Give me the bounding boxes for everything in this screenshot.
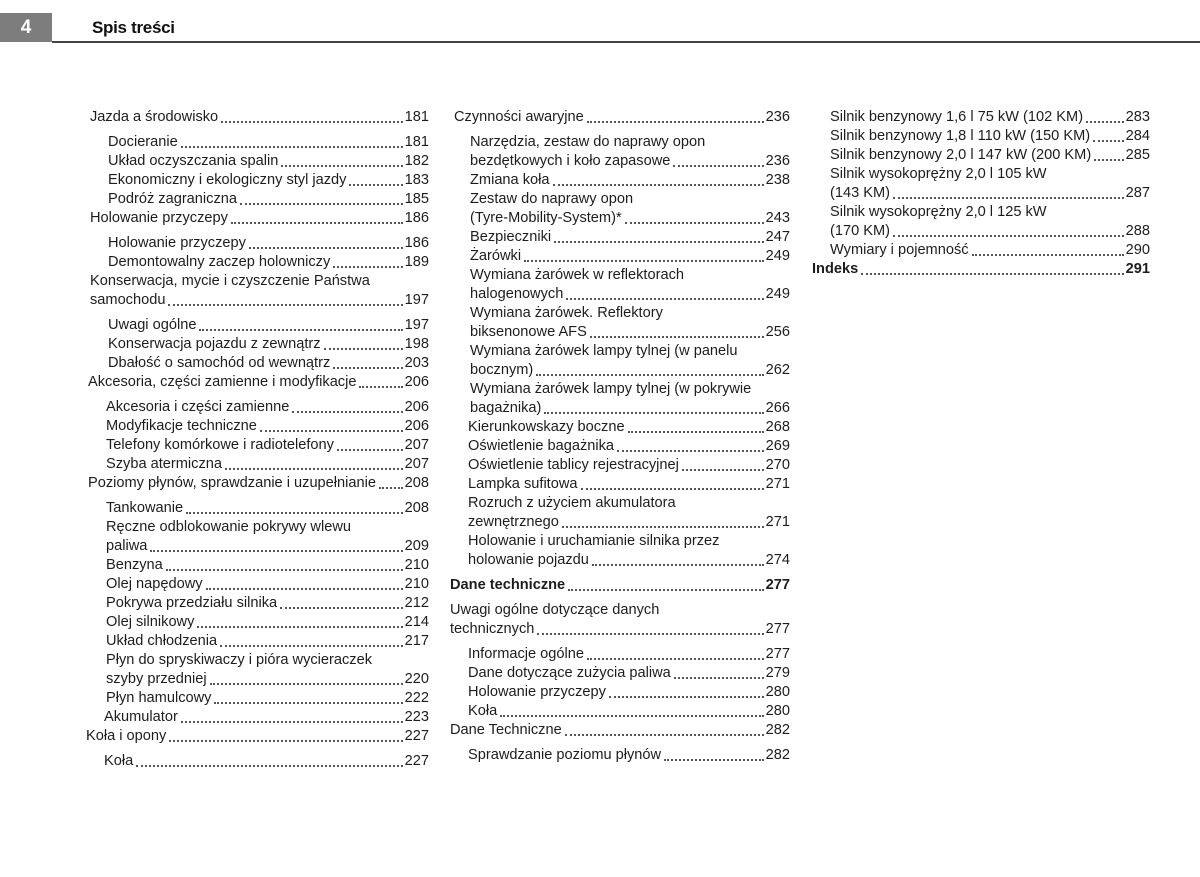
toc-entry[interactable] [86, 594, 429, 613]
toc-entry-label: Kierunkowskazy boczne [468, 419, 625, 435]
toc-entry-label: Sprawdzanie poziomu płynów [468, 747, 662, 763]
toc-entry-label: Olej silnikowy [106, 614, 195, 630]
toc-entry-page: 236 [765, 153, 790, 169]
dot-leader [581, 488, 764, 490]
toc-entry-label: biksenonowe AFS [470, 324, 587, 340]
toc-entry[interactable] [810, 260, 1150, 279]
toc-entry-label: Jazda a środowisko [90, 109, 219, 125]
dot-leader [333, 266, 402, 268]
dot-leader [197, 626, 402, 628]
toc-entry[interactable] [448, 746, 790, 765]
toc-entry[interactable] [86, 417, 429, 436]
toc-entry-page: 207 [404, 456, 429, 472]
dot-leader [568, 589, 763, 591]
toc-entry-page: 290 [1125, 242, 1150, 258]
toc-entry-page: 208 [404, 500, 429, 516]
dot-leader [136, 765, 402, 767]
toc-entry-label: Konserwacja pojazdu z zewnątrz [108, 336, 321, 352]
dot-leader [682, 469, 764, 471]
toc-entry-label: Benzyna [106, 557, 163, 573]
toc-entry[interactable] [448, 304, 790, 342]
toc-entry[interactable] [448, 532, 790, 570]
toc-entry[interactable] [86, 354, 429, 373]
toc-entry-label-line: Holowanie i uruchamianie silnika przez [468, 533, 720, 549]
toc-entry[interactable] [448, 171, 790, 190]
toc-entry-label-line: Wymiana żarówek lampy tylnej (w panelu [470, 343, 738, 359]
toc-entry-label: Akumulator [104, 709, 178, 725]
dot-leader [292, 411, 402, 413]
toc-entry-label: Bezpieczniki [470, 229, 552, 245]
toc-entry-page: 270 [765, 457, 790, 473]
toc-entry-label: Szyba atermiczna [106, 456, 222, 472]
toc-entry-page: 182 [404, 153, 429, 169]
toc-entry-page: 189 [404, 254, 429, 270]
dot-leader [150, 550, 402, 552]
toc-entry[interactable] [810, 127, 1150, 146]
toc-entry[interactable] [810, 108, 1150, 127]
toc-entry[interactable] [810, 241, 1150, 260]
toc-entry[interactable] [448, 475, 790, 494]
toc-entry-label: Lampka sufitowa [468, 476, 578, 492]
toc-entry[interactable] [86, 190, 429, 209]
toc-entry-page: 227 [404, 753, 429, 769]
toc-entry[interactable] [86, 689, 429, 708]
dot-leader [524, 260, 764, 262]
toc-entry[interactable] [448, 645, 790, 664]
toc-entry-page: 271 [765, 514, 790, 530]
toc-entry-page: 212 [404, 595, 429, 611]
toc-entry-page: 268 [765, 419, 790, 435]
toc-entry-label: szyby przedniej [106, 671, 207, 687]
toc-entry-page: 209 [404, 538, 429, 554]
toc-entry-label: Dane Techniczne [450, 722, 562, 738]
toc-entry[interactable] [86, 272, 429, 310]
toc-entry-label-line: Silnik wysokoprężny 2,0 l 125 kW [830, 204, 1047, 220]
toc-entry[interactable] [86, 518, 429, 556]
toc-entry-label: halogenowych [470, 286, 564, 302]
toc-entry-label: (143 KM) [830, 185, 891, 201]
dot-leader [333, 367, 402, 369]
toc-entry[interactable] [86, 474, 429, 493]
toc-entry[interactable] [448, 247, 790, 266]
page-number: 4 [0, 13, 52, 42]
toc-entry-label-line: Ręczne odblokowanie pokrywy wlewu [106, 519, 351, 535]
toc-column-2 [448, 108, 790, 765]
toc-entry-label-line: Wymiana żarówek. Reflektory [470, 305, 663, 321]
toc-entry[interactable] [448, 108, 790, 127]
toc-entry-label: (170 KM) [830, 223, 891, 239]
toc-entry[interactable] [448, 190, 790, 228]
toc-entry-page: 284 [1125, 128, 1150, 144]
toc-entry-page: 223 [404, 709, 429, 725]
toc-entry[interactable] [448, 418, 790, 437]
toc-entry-label: Koła [468, 703, 498, 719]
toc-entry-label-line: Rozruch z użyciem akumulatora [468, 495, 676, 511]
toc-entry-label: Akcesoria, części zamienne i modyfikacje [88, 374, 357, 390]
page-title: Spis treści [92, 18, 175, 37]
dot-leader [168, 304, 402, 306]
toc-entry-label: bocznym) [470, 362, 534, 378]
toc-entry[interactable] [86, 436, 429, 455]
toc-entry[interactable] [448, 494, 790, 532]
toc-entry-page: 288 [1125, 223, 1150, 239]
toc-entry-label-line: Wymiana żarówek lampy tylnej (w pokrywie [470, 381, 752, 397]
toc-entry[interactable] [810, 203, 1150, 241]
toc-entry[interactable] [448, 380, 790, 418]
dot-leader [566, 298, 763, 300]
dot-leader [349, 184, 402, 186]
toc-entry[interactable] [86, 632, 429, 651]
toc-entry-page: 277 [765, 646, 790, 662]
toc-entry-label: Czynności awaryjne [454, 109, 584, 125]
toc-entry-page: 197 [404, 317, 429, 333]
toc-entry-page: 210 [404, 576, 429, 592]
toc-column-1 [86, 108, 429, 771]
toc-entry-label: Telefony komórkowe i radiotelefony [106, 437, 334, 453]
toc-entry-label: Podróż zagraniczna [108, 191, 237, 207]
dot-leader [199, 329, 402, 331]
toc-entry[interactable] [810, 146, 1150, 165]
toc-entry-label-line: Narzędzia, zestaw do naprawy opon [470, 134, 706, 150]
toc-entry-label: Płyn hamulcowy [106, 690, 212, 706]
dot-leader [537, 633, 763, 635]
toc-entry-label: Układ chłodzenia [106, 633, 218, 649]
dot-leader [220, 645, 402, 647]
toc-entry-label: Ekonomiczny i ekologiczny styl jazdy [108, 172, 347, 188]
toc-entry-label: (Tyre-Mobility-System)* [470, 210, 622, 226]
toc-entry-page: 277 [765, 577, 790, 593]
toc-entry-page: 277 [765, 621, 790, 637]
toc-entry-page: 217 [404, 633, 429, 649]
dot-leader [587, 658, 764, 660]
toc-entry-label: Zmiana koła [470, 172, 550, 188]
toc-entry-label: bagażnika) [470, 400, 542, 416]
dot-leader [379, 487, 403, 489]
dot-leader [186, 512, 403, 514]
toc-entry-label: holowanie pojazdu [468, 552, 589, 568]
toc-entry-page: 262 [765, 362, 790, 378]
toc-entry-label: Uwagi ogólne [108, 317, 197, 333]
toc-entry-page: 274 [765, 552, 790, 568]
toc-entry-label: zewnętrznego [468, 514, 559, 530]
toc-entry-page: 186 [404, 235, 429, 251]
toc-entry-label: Silnik benzynowy 1,8 l 110 kW (150 KM) [830, 128, 1091, 144]
dot-leader [893, 197, 1124, 199]
dot-leader [536, 374, 763, 376]
toc-entry[interactable] [86, 708, 429, 727]
toc-entry-page: 249 [765, 248, 790, 264]
toc-entry-label: Modyfikacje techniczne [106, 418, 257, 434]
toc-entry-page: 183 [404, 172, 429, 188]
toc-entry-label: Silnik benzynowy 1,6 l 75 kW (102 KM) [830, 109, 1084, 125]
toc-entry-page: 282 [765, 722, 790, 738]
toc-entry-label: Olej napędowy [106, 576, 203, 592]
toc-entry-page: 287 [1125, 185, 1150, 201]
toc-entry[interactable] [86, 651, 429, 689]
dot-leader [1093, 140, 1124, 142]
toc-entry[interactable] [86, 613, 429, 632]
toc-entry[interactable] [86, 209, 429, 228]
toc-entry-label: Poziomy płynów, sprawdzanie i uzupełnianie [88, 475, 376, 491]
toc-entry-page: 271 [765, 476, 790, 492]
toc-entry-page: 197 [404, 292, 429, 308]
toc-entry-page: 283 [1125, 109, 1150, 125]
toc-entry-page: 236 [765, 109, 790, 125]
toc-entry[interactable] [448, 266, 790, 304]
toc-entry[interactable] [86, 556, 429, 575]
dot-leader [972, 254, 1124, 256]
toc-entry-page: 256 [765, 324, 790, 340]
toc-entry-page: 198 [404, 336, 429, 352]
dot-leader [337, 449, 403, 451]
toc-entry-label-line: Zestaw do naprawy opon [470, 191, 634, 207]
toc-entry[interactable] [86, 316, 429, 335]
toc-entry[interactable] [86, 575, 429, 594]
toc-entry-page: 220 [404, 671, 429, 687]
toc-entry-page: 249 [765, 286, 790, 302]
toc-entry-label: Koła i opony [86, 728, 167, 744]
dot-leader [628, 431, 764, 433]
dot-leader [587, 121, 764, 123]
toc-entry-page: 243 [765, 210, 790, 226]
toc-entry-page: 206 [404, 374, 429, 390]
toc-entry-label: technicznych [450, 621, 535, 637]
dot-leader [206, 588, 403, 590]
toc-entry[interactable] [448, 702, 790, 721]
toc-entry-page: 210 [404, 557, 429, 573]
dot-leader [1094, 159, 1123, 161]
toc-entry[interactable] [86, 108, 429, 127]
toc-entry-page: 280 [765, 684, 790, 700]
toc-entry[interactable] [448, 456, 790, 475]
toc-entry-page: 279 [765, 665, 790, 681]
toc-entry-label: Holowanie przyczepy [90, 210, 228, 226]
dot-leader [893, 235, 1124, 237]
toc-entry[interactable] [448, 342, 790, 380]
toc-entry-label-line: Konserwacja, mycie i czyszczenie Państwa [90, 273, 370, 289]
dot-leader [1086, 121, 1124, 123]
dot-leader [590, 336, 764, 338]
dot-leader [169, 740, 402, 742]
dot-leader [625, 222, 764, 224]
dot-leader [544, 412, 763, 414]
toc-entry-label: Dbałość o samochód od wewnątrz [108, 355, 331, 371]
toc-entry-page: 247 [765, 229, 790, 245]
toc-entry-page: 181 [404, 109, 429, 125]
toc-entry[interactable] [448, 664, 790, 683]
toc-entry-page: 214 [404, 614, 429, 630]
toc-entry[interactable] [448, 721, 790, 740]
header-rule [52, 41, 1200, 43]
toc-entry[interactable] [86, 152, 429, 171]
toc-entry-page: 269 [765, 438, 790, 454]
dot-leader [554, 241, 764, 243]
toc-entry-label: Oświetlenie bagażnika [468, 438, 615, 454]
toc-entry-page: 291 [1125, 261, 1150, 277]
toc-entry-label: Tankowanie [106, 500, 184, 516]
toc-entry-page: 282 [765, 747, 790, 763]
toc-entry[interactable] [86, 752, 429, 771]
toc-entry-page: 186 [404, 210, 429, 226]
dot-leader [664, 759, 764, 761]
toc-entry-label: Układ oczyszczania spalin [108, 153, 279, 169]
dot-leader [861, 273, 1123, 275]
toc-entry-label-line: Płyn do spryskiwaczy i pióra wycieraczek [106, 652, 373, 668]
dot-leader [359, 386, 402, 388]
dot-leader [617, 450, 764, 452]
toc-entry[interactable] [86, 373, 429, 392]
toc-entry-label: Wymiary i pojemność [830, 242, 969, 258]
dot-leader [609, 696, 764, 698]
toc-entry-label: Koła [104, 753, 134, 769]
toc-entry-page: 266 [765, 400, 790, 416]
dot-leader [249, 247, 403, 249]
toc-entry-label: Akcesoria i części zamienne [106, 399, 290, 415]
dot-leader [565, 734, 764, 736]
toc-entry-label: Żarówki [470, 248, 522, 264]
toc-entry[interactable] [86, 727, 429, 746]
toc-entry[interactable] [448, 683, 790, 702]
page-header [0, 0, 1200, 50]
dot-leader [562, 526, 764, 528]
dot-leader [166, 569, 403, 571]
toc-entry[interactable] [86, 499, 429, 518]
toc-entry[interactable] [86, 335, 429, 354]
toc-entry-label: paliwa [106, 538, 148, 554]
toc-entry-label: Docieranie [108, 134, 178, 150]
toc-entry-label: Dane dotyczące zużycia paliwa [468, 665, 671, 681]
dot-leader [673, 165, 763, 167]
toc-entry-label: bezdętkowych i koło zapasowe [470, 153, 671, 169]
toc-entry-page: 280 [765, 703, 790, 719]
toc-entry-label: Oświetlenie tablicy rejestracyjnej [468, 457, 679, 473]
toc-entry[interactable] [448, 133, 790, 171]
toc-entry-label: Pokrywa przedziału silnika [106, 595, 278, 611]
toc-entry-label-line: Uwagi ogólne dotyczące danych [450, 602, 660, 618]
dot-leader [553, 184, 764, 186]
toc-entry-label: Dane techniczne [450, 577, 566, 593]
dot-leader [225, 468, 403, 470]
toc-entry-page: 285 [1125, 147, 1150, 163]
toc-entry[interactable] [86, 398, 429, 417]
toc-column-3 [810, 108, 1150, 279]
toc-entry-label: Silnik benzynowy 2,0 l 147 kW (200 KM) [830, 147, 1092, 163]
dot-leader [210, 683, 403, 685]
toc-entry-page: 238 [765, 172, 790, 188]
toc-entry-page: 203 [404, 355, 429, 371]
toc-entry-label: Indeks [812, 261, 859, 277]
toc-entry-page: 181 [404, 134, 429, 150]
toc-entry-page: 206 [404, 418, 429, 434]
toc-entry-label: Informacje ogólne [468, 646, 585, 662]
dot-leader [231, 222, 403, 224]
toc-entry-label: Demontowalny zaczep holowniczy [108, 254, 331, 270]
toc-entry[interactable] [810, 165, 1150, 203]
toc-entry-page: 227 [404, 728, 429, 744]
dot-leader [260, 430, 403, 432]
toc-entry[interactable] [86, 133, 429, 152]
toc-entry-page: 208 [404, 475, 429, 491]
toc-entry[interactable] [448, 601, 790, 639]
dot-leader [221, 121, 402, 123]
toc-entry-page: 185 [404, 191, 429, 207]
toc-entry-label-line: Wymiana żarówek w reflektorach [470, 267, 684, 283]
dot-leader [214, 702, 402, 704]
toc-entry[interactable] [448, 576, 790, 595]
dot-leader [181, 721, 403, 723]
dot-leader [280, 607, 402, 609]
toc-entry[interactable] [86, 455, 429, 474]
toc-entry[interactable] [86, 234, 429, 253]
dot-leader [281, 165, 402, 167]
toc-entry-label: Holowanie przyczepy [468, 684, 606, 700]
dot-leader [240, 203, 403, 205]
dot-leader [324, 348, 403, 350]
toc-entry[interactable] [448, 228, 790, 247]
toc-entry-label: Holowanie przyczepy [108, 235, 246, 251]
dot-leader [181, 146, 403, 148]
toc-entry-label: samochodu [90, 292, 166, 308]
toc-entry[interactable] [448, 437, 790, 456]
toc-entry-page: 206 [404, 399, 429, 415]
dot-leader [592, 564, 764, 566]
toc-entry-page: 222 [404, 690, 429, 706]
toc-entry-label-line: Silnik wysokoprężny 2,0 l 105 kW [830, 166, 1047, 182]
toc-entry-page: 207 [404, 437, 429, 453]
dot-leader [500, 715, 763, 717]
dot-leader [674, 677, 764, 679]
toc-entry[interactable] [86, 171, 429, 190]
toc-entry[interactable] [86, 253, 429, 272]
